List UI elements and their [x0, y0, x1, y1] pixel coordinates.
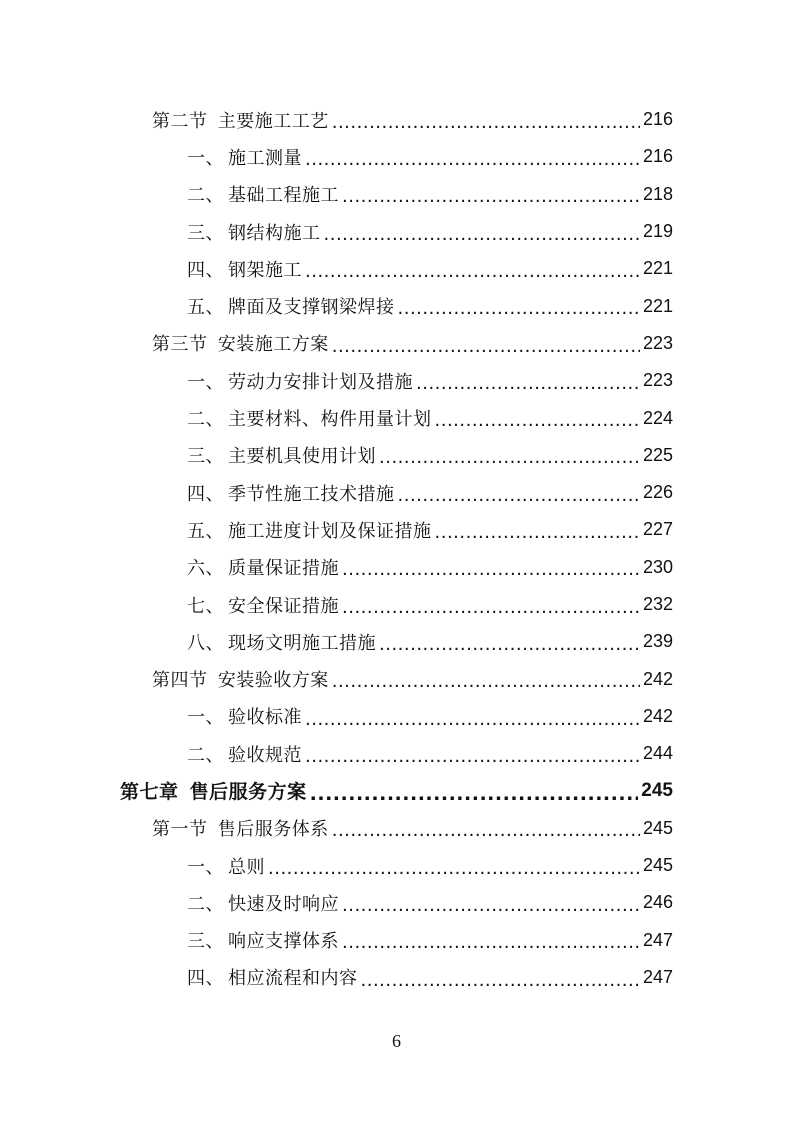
- toc-entry-page: 221: [642, 295, 673, 316]
- toc-entry-page: 242: [642, 705, 673, 726]
- toc-entry-page: 232: [642, 594, 673, 614]
- toc-entry-label: [187, 964, 358, 990]
- page-number: 6: [392, 1031, 401, 1051]
- toc-dot-leader: [416, 374, 640, 394]
- toc-entry-page: 224: [642, 407, 673, 428]
- toc-entry-title: 相应流程和内容: [228, 968, 358, 990]
- toc-entry-number: 五、: [187, 297, 224, 319]
- toc-entry-label: [120, 777, 307, 804]
- toc-entry-page: 245: [642, 855, 673, 876]
- toc-dot-leader: [361, 971, 640, 991]
- toc-entry-number: 一、: [187, 707, 224, 729]
- toc-entry-title: 安装验收方案: [217, 670, 329, 692]
- toc-entry-number: 二、: [187, 893, 224, 915]
- toc-entry-item[interactable]: [0, 250, 793, 287]
- toc-dot-leader: [305, 710, 640, 730]
- toc-entry-title: 快速及时响应: [228, 893, 339, 915]
- toc-entry-number: 第一节: [152, 819, 208, 841]
- toc-dot-leader: [398, 486, 640, 506]
- toc-dot-leader: [435, 523, 640, 543]
- toc-entry-section[interactable]: [0, 810, 793, 847]
- toc-entry-number: 第七章: [120, 781, 179, 804]
- toc-entry-number: 五、: [187, 520, 224, 542]
- toc-entry-item[interactable]: [0, 847, 793, 884]
- toc-entry-title: 售后服务体系: [217, 819, 329, 841]
- toc-dot-leader: [332, 337, 640, 357]
- toc-entry-page: 226: [642, 482, 673, 503]
- toc-entry-page: 244: [642, 743, 673, 764]
- toc-entry-number: 三、: [187, 446, 224, 468]
- toc-entry-label: [187, 144, 302, 170]
- toc-entry-label: [187, 480, 395, 506]
- toc-entry-label: [187, 741, 302, 767]
- toc-entry-section[interactable]: [0, 101, 793, 138]
- toc-entry-page: 245: [641, 779, 673, 801]
- toc-entry-item[interactable]: [0, 959, 793, 996]
- toc-entry-page: 216: [642, 109, 673, 130]
- toc-entry-title: 基础工程施工: [228, 185, 339, 207]
- toc-dot-leader: [379, 635, 640, 655]
- toc-entry-title: 劳动力安排计划及措施: [228, 371, 413, 393]
- toc-entry-label: [187, 890, 339, 916]
- toc-entry-page: 242: [642, 668, 673, 689]
- toc-entry-item[interactable]: [0, 623, 793, 660]
- toc-entry-page: 225: [642, 444, 673, 465]
- toc-entry-title: 钢结构施工: [228, 222, 321, 244]
- toc-entry-title: 总则: [228, 856, 265, 878]
- toc-entry-number: 三、: [187, 931, 224, 953]
- toc-entry-item[interactable]: [0, 884, 793, 921]
- toc-entry-item[interactable]: [0, 176, 793, 213]
- toc-entry-title: 售后服务方案: [189, 781, 307, 804]
- toc-entry-title: 施工进度计划及保证措施: [228, 520, 432, 542]
- toc-entry-number: 二、: [187, 185, 224, 207]
- toc-entry-page: 247: [642, 929, 673, 950]
- toc-entry-item[interactable]: [0, 474, 793, 511]
- toc-entry-chapter[interactable]: [0, 772, 793, 809]
- toc-entry-label: [187, 853, 265, 879]
- toc-entry-number: 一、: [187, 371, 224, 393]
- toc-entry-number: 第四节: [152, 670, 208, 692]
- toc-dot-leader: [332, 821, 640, 841]
- toc-dot-leader: [435, 411, 640, 431]
- toc-entry-item[interactable]: [0, 399, 793, 436]
- toc-entry-item[interactable]: [0, 922, 793, 959]
- toc-entry-number: 六、: [187, 558, 224, 580]
- toc-entry-label: [187, 181, 339, 207]
- toc-entry-page: 247: [642, 966, 673, 987]
- toc-entry-title: 验收标准: [228, 707, 302, 729]
- toc-entry-page: 219: [642, 221, 673, 242]
- table-of-contents: [0, 101, 793, 996]
- toc-entry-page: 246: [642, 892, 673, 913]
- toc-entry-title: 钢架施工: [228, 259, 302, 281]
- toc-entry-title: 主要材料、构件用量计划: [228, 409, 432, 431]
- toc-entry-number: 四、: [187, 259, 224, 281]
- toc-entry-number: 三、: [187, 222, 224, 244]
- toc-entry-title: 施工测量: [228, 147, 302, 169]
- toc-entry-item[interactable]: [0, 511, 793, 548]
- toc-entry-title: 现场文明施工措施: [228, 632, 376, 654]
- toc-entry-label: [187, 592, 339, 618]
- toc-entry-number: 第二节: [152, 110, 208, 132]
- toc-dot-leader: [305, 262, 640, 282]
- toc-entry-label: [187, 517, 432, 543]
- toc-entry-number: 四、: [187, 483, 224, 505]
- toc-entry-number: 七、: [187, 595, 224, 617]
- toc-entry-page: 227: [642, 519, 673, 540]
- toc-entry-item[interactable]: [0, 698, 793, 735]
- toc-entry-label: [187, 293, 395, 319]
- toc-dot-leader: [342, 933, 640, 953]
- toc-dot-leader: [268, 859, 640, 879]
- toc-entry-number: 一、: [187, 856, 224, 878]
- toc-entry-title: 牌面及支撑钢梁焊接: [228, 297, 395, 319]
- toc-entry-title: 季节性施工技术措施: [228, 483, 395, 505]
- toc-entry-title: 验收规范: [228, 744, 302, 766]
- toc-entry-label: [187, 927, 339, 953]
- toc-dot-leader: [342, 187, 640, 207]
- toc-entry-title: 主要机具使用计划: [228, 446, 376, 468]
- toc-dot-leader: [332, 672, 640, 692]
- toc-entry-number: 八、: [187, 632, 224, 654]
- toc-entry-section[interactable]: [0, 660, 793, 697]
- toc-entry-section[interactable]: [0, 325, 793, 362]
- toc-entry-item[interactable]: [0, 213, 793, 250]
- toc-dot-leader: [305, 747, 640, 767]
- toc-entry-page: 230: [642, 556, 673, 577]
- toc-entry-item[interactable]: [0, 437, 793, 474]
- toc-entry-label: [187, 405, 432, 431]
- toc-entry-label: [187, 629, 376, 655]
- toc-entry-label: [152, 330, 329, 356]
- toc-entry-number: 一、: [187, 147, 224, 169]
- toc-entry-number: 二、: [187, 409, 224, 431]
- toc-entry-label: [187, 219, 321, 245]
- toc-dot-leader: [324, 225, 640, 245]
- toc-dot-leader: [379, 448, 640, 468]
- toc-entry-page: 223: [642, 332, 673, 353]
- toc-entry-title: 响应支撑体系: [228, 931, 339, 953]
- toc-entry-page: 218: [642, 183, 673, 204]
- toc-entry-title: 主要施工工艺: [217, 110, 329, 132]
- toc-entry-page: 223: [642, 370, 673, 391]
- toc-dot-leader: [398, 299, 640, 319]
- toc-dot-leader: [332, 113, 640, 133]
- toc-entry-number: 第三节: [152, 334, 208, 356]
- toc-dot-leader: [310, 784, 639, 805]
- toc-dot-leader: [305, 150, 640, 170]
- toc-entry-page: 245: [642, 817, 673, 838]
- toc-dot-leader: [342, 560, 640, 580]
- toc-entry-label: [152, 666, 329, 692]
- toc-entry-label: [187, 368, 413, 394]
- toc-entry-label: [187, 703, 302, 729]
- toc-entry-title: 安全保证措施: [228, 595, 339, 617]
- toc-entry-page: 216: [642, 146, 673, 167]
- toc-entry-number: 四、: [187, 968, 224, 990]
- toc-entry-item[interactable]: [0, 586, 793, 623]
- toc-entry-item[interactable]: [0, 138, 793, 175]
- toc-entry-label: [152, 107, 329, 133]
- toc-entry-title: 安装施工方案: [217, 334, 329, 356]
- toc-entry-item[interactable]: [0, 362, 793, 399]
- toc-entry-label: [187, 256, 302, 282]
- toc-entry-page: 221: [642, 258, 673, 279]
- toc-entry-item[interactable]: [0, 549, 793, 586]
- toc-entry-page: 239: [642, 631, 673, 652]
- toc-entry-label: [187, 554, 339, 580]
- toc-entry-label: [152, 815, 329, 841]
- toc-entry-item[interactable]: [0, 735, 793, 772]
- toc-dot-leader: [342, 896, 640, 916]
- toc-entry-item[interactable]: [0, 287, 793, 324]
- toc-dot-leader: [342, 598, 640, 618]
- toc-entry-title: 质量保证措施: [228, 558, 339, 580]
- toc-entry-number: 二、: [187, 744, 224, 766]
- toc-entry-label: [187, 442, 376, 468]
